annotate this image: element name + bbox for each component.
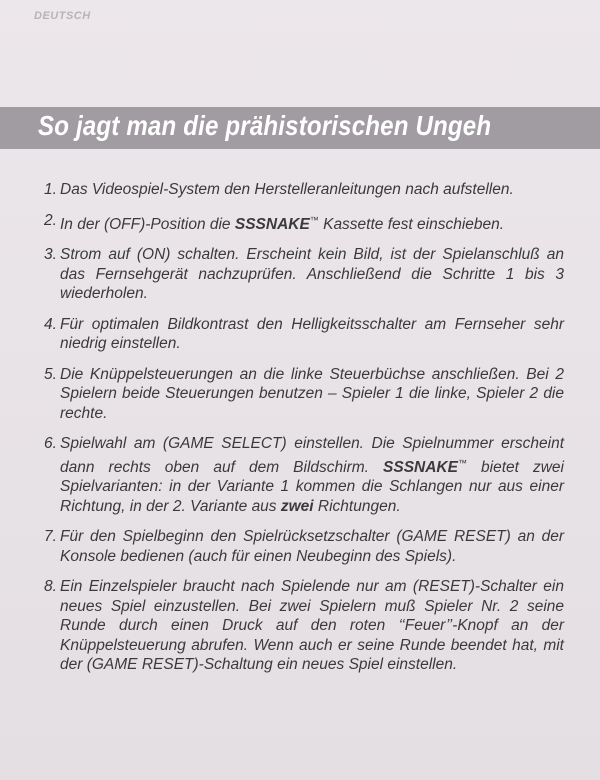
emphasis-text: SSSNAKE — [234, 215, 310, 233]
text-segment: Das Videospiel-System den Herstelleranleitungen nach aufstellen. — [60, 181, 514, 198]
instruction-step — [44, 577, 564, 675]
emphasis-text: SSSNAKE — [383, 458, 458, 476]
text-segment: bietet zwei Spielvarianten: in der Variante 1 kommen die Schlangen nur aus einer Richtung, in der 2. Variante aus — [60, 458, 564, 515]
instruction-list — [44, 180, 564, 686]
step-text — [60, 211, 564, 235]
step-text — [60, 245, 564, 304]
step-text — [60, 527, 564, 566]
instruction-step — [44, 180, 564, 200]
instruction-step — [44, 527, 564, 566]
step-text — [60, 577, 564, 675]
text-segment: Die Knüppelsteuerungen an die linke Steuerbüchse anschließen. Bei 2 Spielern beide Steuerungen benutzen – Spieler 1 die linke, Spieler 2 die rechte. — [60, 365, 564, 422]
step-number: 4. — [44, 315, 57, 333]
trademark-symbol: ™ — [457, 457, 467, 468]
page-title: So jagt man die prähistorischen Ungeh — [38, 110, 492, 141]
step-number: 1. — [44, 181, 57, 198]
instruction-step — [44, 365, 564, 424]
text-segment: Spielwahl am (GAME SELECT) einstellen. Die Spielnummer erscheint dann rechts oben auf dem Bildschirm. — [60, 435, 564, 476]
emphasis-text: zwei — [280, 497, 314, 515]
text-segment: Richtungen. — [313, 497, 401, 515]
step-text — [60, 434, 564, 516]
step-number: 3. — [44, 246, 57, 264]
text-segment: Ein Einzelspieler braucht nach Spielende nur am (RESET)-Schalter ein neues Spiel einzustellen. Bei zwei Spielern muß Spieler Nr. 2 seine Runde durch einen Druck auf den roten ‘‘Feuer’’-Knopf an der Knüppelsteuerung abrufen. Wenn auch er seine Runde beendet hat, mit der (GAME RESET)-Schaltung ein neues Spiel einstellen. — [60, 578, 564, 674]
text-segment: Strom auf (ON) schalten. Erscheint kein Bild, ist der Spielanschluß an das Fernsehgerät nachzuprüfen. Anschließend die Schritte 1 bis 3 wiederholen. — [60, 246, 564, 303]
text-segment: In der (OFF)-Position die — [60, 215, 235, 233]
title-banner — [0, 107, 600, 149]
instruction-step — [44, 434, 564, 516]
language-label: DEUTSCH — [34, 10, 91, 22]
instruction-step — [44, 211, 564, 235]
step-number: 2. — [44, 211, 57, 229]
step-text — [60, 365, 564, 424]
step-number: 5. — [44, 365, 57, 383]
step-number: 8. — [44, 578, 57, 596]
trademark-symbol: ™ — [309, 214, 319, 225]
text-segment: Kassette fest einschieben. — [318, 215, 505, 233]
instruction-step — [44, 315, 564, 354]
text-segment: Für optimalen Bildkontrast den Helligkeitsschalter am Fernseher sehr niedrig einstellen. — [60, 315, 564, 353]
step-text — [60, 315, 564, 354]
instruction-step — [44, 245, 564, 304]
step-number: 6. — [44, 435, 57, 453]
step-number: 7. — [44, 528, 57, 546]
step-text — [60, 180, 564, 200]
text-segment: Für den Spielbeginn den Spielrücksetzschalter (GAME RESET) an der Konsole bedienen (auch für einen Neubeginn des Spiels). — [60, 528, 564, 565]
